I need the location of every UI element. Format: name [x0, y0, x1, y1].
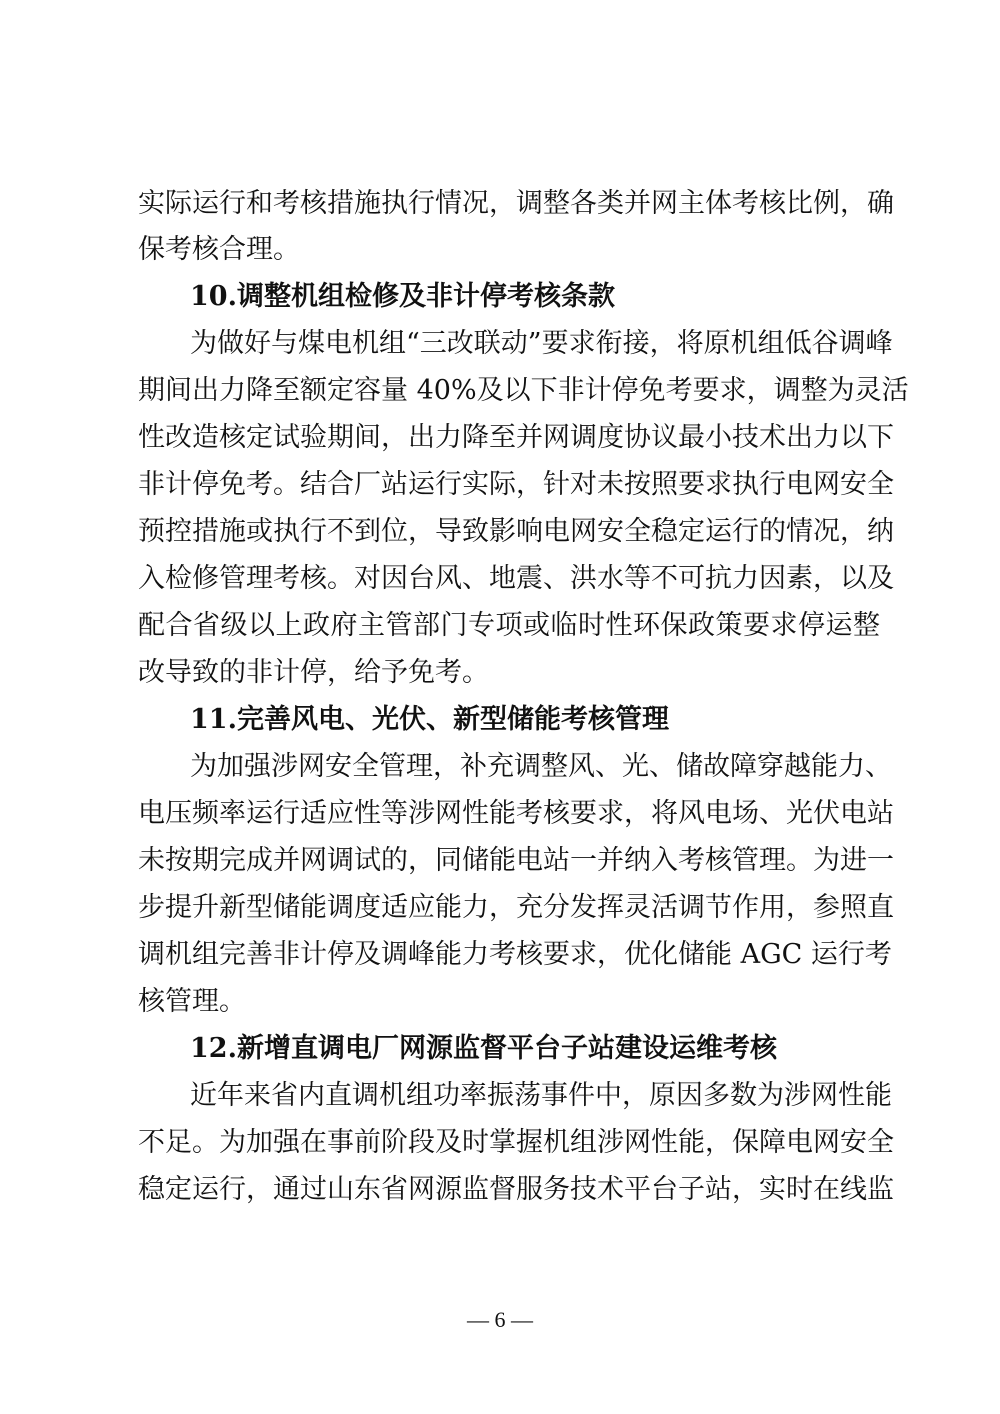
- paragraph-line: 未按期完成并网调试的，同储能电站一并纳入考核管理。为进一: [138, 845, 894, 876]
- paragraph-line: 实际运行和考核措施执行情况，调整各类并网主体考核比例，确: [138, 188, 894, 219]
- paragraph-line: 保考核合理。: [138, 234, 300, 265]
- paragraph-line: 配合省级以上政府主管部门专项或临时性环保政策要求停运整: [138, 610, 880, 641]
- paragraph-line: 不足。为加强在事前阶段及时掌握机组涉网性能，保障电网安全: [138, 1127, 894, 1158]
- paragraph-line: 预控措施或执行不到位，导致影响电网安全稳定运行的情况，纳: [138, 516, 894, 547]
- paragraph-line: 电压频率运行适应性等涉网性能考核要求，将风电场、光伏电站: [138, 798, 894, 829]
- paragraph-line: 核管理。: [138, 986, 246, 1017]
- section-heading-10: 10.调整机组检修及非计停考核条款: [190, 281, 615, 312]
- section-heading-11: 11.完善风电、光伏、新型储能考核管理: [190, 704, 669, 735]
- page-number: — 6 —: [467, 1307, 533, 1332]
- paragraph-line: 为加强涉网安全管理，补充调整风、光、储故障穿越能力、: [190, 751, 892, 782]
- paragraph-line: 入检修管理考核。对因台风、地震、洪水等不可抗力因素，以及: [138, 563, 894, 594]
- paragraph-line: 期间出力降至额定容量 40%及以下非计停免考要求，调整为灵活: [138, 375, 909, 406]
- paragraph-line: 非计停免考。结合厂站运行实际，针对未按照要求执行电网安全: [138, 469, 894, 500]
- paragraph-line: 步提升新型储能调度适应能力，充分发挥灵活调节作用，参照直: [138, 892, 894, 923]
- paragraph-line: 近年来省内直调机组功率振荡事件中，原因多数为涉网性能: [190, 1080, 892, 1111]
- paragraph-line: 性改造核定试验期间，出力降至并网调度协议最小技术出力以下: [138, 422, 894, 453]
- section-heading-12: 12.新增直调电厂网源监督平台子站建设运维考核: [190, 1033, 777, 1064]
- paragraph-line: 稳定运行，通过山东省网源监督服务技术平台子站，实时在线监: [138, 1174, 894, 1205]
- paragraph-line: 为做好与煤电机组“三改联动”要求衔接，将原机组低谷调峰: [190, 328, 893, 359]
- paragraph-line: 调机组完善非计停及调峰能力考核要求，优化储能 AGC 运行考: [138, 939, 892, 970]
- paragraph-line: 改导致的非计停，给予免考。: [138, 657, 489, 688]
